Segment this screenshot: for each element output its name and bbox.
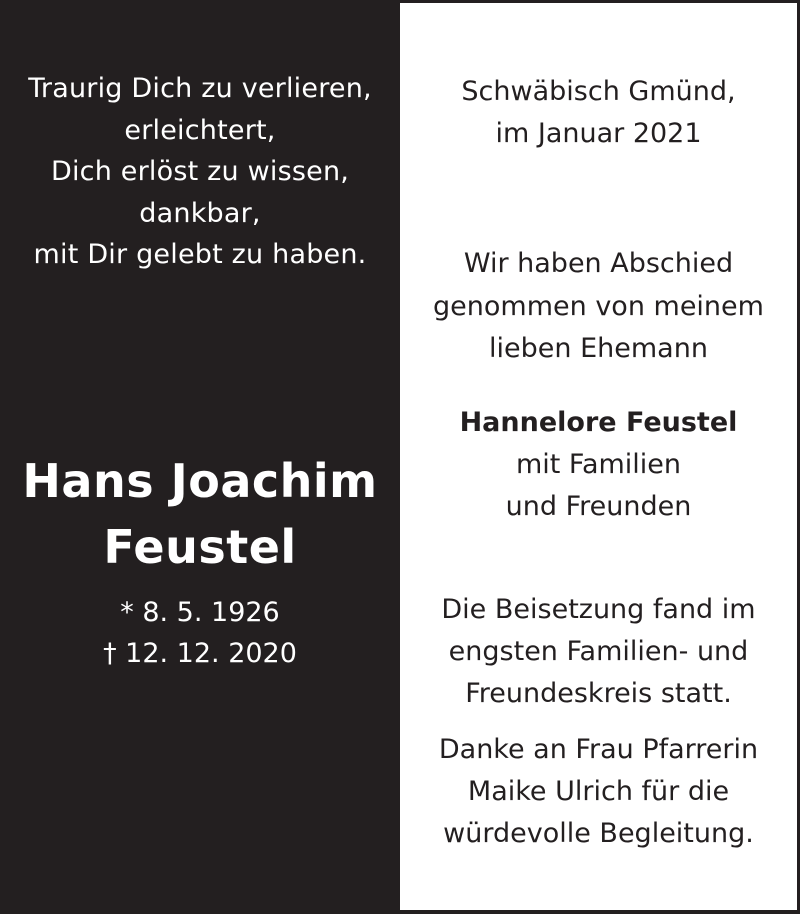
burial-line: Freundeskreis statt. [465, 678, 732, 709]
deceased-first-names: Hans Joachim [22, 454, 378, 508]
memorial-verse [0, 68, 400, 276]
verse-line: mit Dir gelebt zu haben. [33, 239, 367, 270]
date-line: im Januar 2021 [495, 118, 702, 149]
burial-notice [400, 589, 797, 715]
thanks-line: Maike Ulrich für die [467, 776, 730, 807]
place-and-date [400, 71, 797, 155]
signer-name: Hannelore Feustel [459, 407, 738, 438]
verse-line: erleichtert, [124, 114, 276, 146]
burial-line: engsten Familien- und [448, 636, 749, 667]
deceased-name [0, 448, 400, 580]
birth-date: * 8. 5. 1926 [120, 597, 280, 628]
signer-line: mit Familien [515, 449, 682, 480]
thanks-note [400, 729, 797, 855]
notice-line: lieben Ehemann [489, 333, 708, 364]
notice-line: Wir haben Abschied [463, 248, 734, 279]
signer-line: und Freunden [505, 491, 692, 522]
mourners [400, 402, 797, 528]
life-dates [0, 592, 400, 674]
farewell-notice [400, 243, 797, 371]
thanks-line: würdevolle Begleitung. [443, 818, 754, 849]
verse-line: Traurig Dich zu verlieren, [28, 73, 372, 104]
notice-line: genommen von meinem [433, 290, 764, 322]
announcement-panel [400, 3, 797, 910]
death-date: † 12. 12. 2020 [103, 638, 297, 669]
verse-line: dankbar, [139, 197, 261, 229]
thanks-line: Danke an Frau Pfarrerin [438, 734, 759, 765]
verse-line: Dich erlöst zu wissen, [50, 156, 350, 187]
deceased-surname: Feustel [103, 520, 297, 574]
burial-line: Die Beisetzung fand im [441, 594, 756, 625]
place-line: Schwäbisch Gmünd, [461, 76, 736, 107]
